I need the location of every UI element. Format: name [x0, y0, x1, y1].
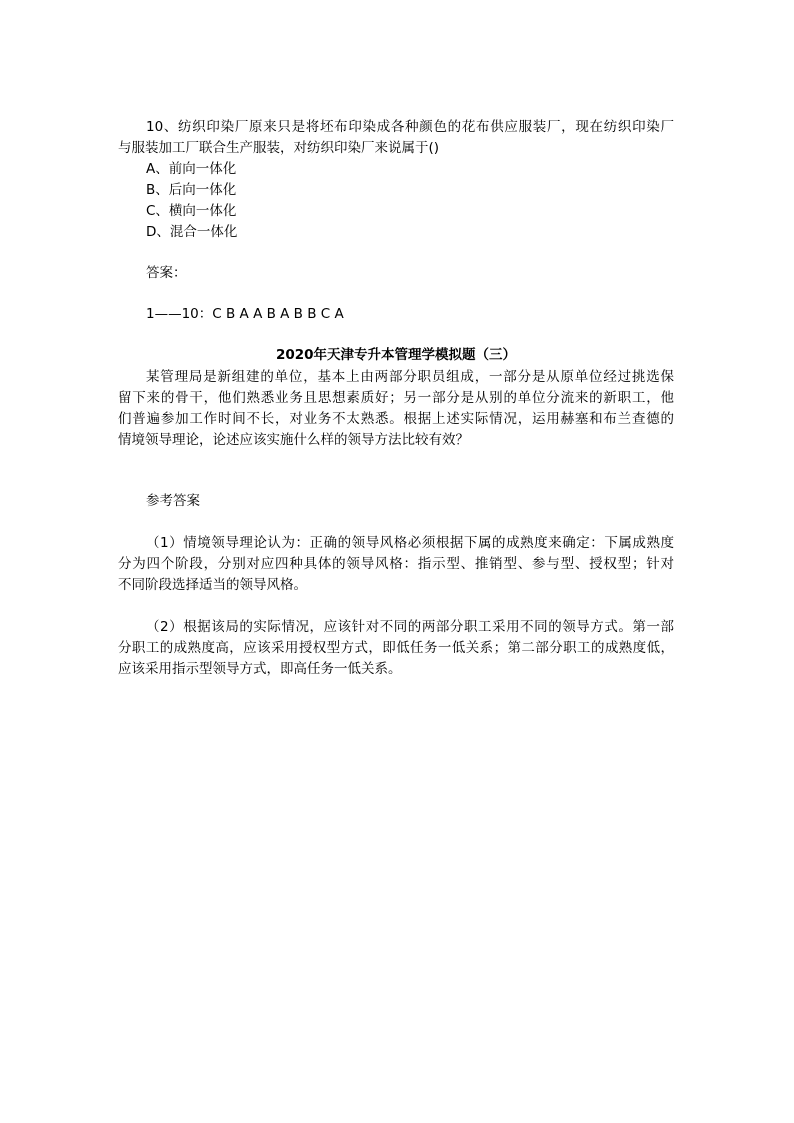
section-title: 2020年天津专升本管理学模拟题（三）: [275, 347, 517, 363]
case-paragraph: [118, 367, 674, 451]
answer2-line: 分职工的成熟度高，应该采用授权型方式，即低任务一低关系；第二部分职工的成熟度低，: [118, 640, 674, 656]
case-line: 留下来的骨干，他们熟悉业务且思想素质好；另一部分是从别的单位分流来的新职工，他: [118, 390, 674, 406]
answer1-line: （1）情境领导理论认为：正确的领导风格必须根据下属的成熟度来确定：下属成熟度: [146, 535, 674, 551]
answer-paragraph-2: [118, 617, 674, 680]
question-text-line: 10、纺织印染厂原来只是将坯布印染成各种颜色的花布供应服装厂，现在纺织印染厂: [146, 119, 674, 135]
answer-key: 1——10：C B A A B A B B C A: [146, 306, 344, 322]
answer1-line: 分为四个阶段，分别对应四种具体的领导风格：指示型、推销型、参与型、授权型；针对: [118, 556, 674, 572]
question-10: [118, 117, 674, 243]
answer2-line: 应该采用指示型领导方式，即高任务一低关系。: [118, 661, 402, 677]
option-d: D、混合一体化: [146, 224, 238, 240]
answer-label: 答案：: [146, 265, 187, 281]
option-b: B、后向一体化: [146, 182, 237, 198]
answer-paragraph-1: [118, 533, 674, 596]
case-line: 情境领导理论，论述应该实施什么样的领导方法比较有效？: [118, 432, 469, 448]
reference-answer-heading: [118, 491, 674, 512]
case-line: 们普遍参加工作时间不长，对业务不太熟悉。根据上述实际情况，运用赫塞和布兰查德的: [118, 411, 674, 427]
answer-section: [118, 263, 674, 284]
question-text-line: 与服装加工厂联合生产服装，对纺织印染厂来说属于(): [118, 140, 440, 156]
option-c: C、横向一体化: [146, 203, 237, 219]
answer2-line: （2）根据该局的实际情况，应该针对不同的两部分职工采用不同的领导方式。第一部: [146, 619, 674, 635]
reference-label: 参考答案: [146, 493, 200, 509]
answer-key-block: [118, 304, 674, 325]
case-line: 某管理局是新组建的单位，基本上由两部分职员组成，一部分是从原单位经过挑选保: [146, 369, 674, 385]
option-a: A、前向一体化: [146, 161, 237, 177]
answer1-line: 不同阶段选择适当的领导风格。: [118, 577, 307, 593]
